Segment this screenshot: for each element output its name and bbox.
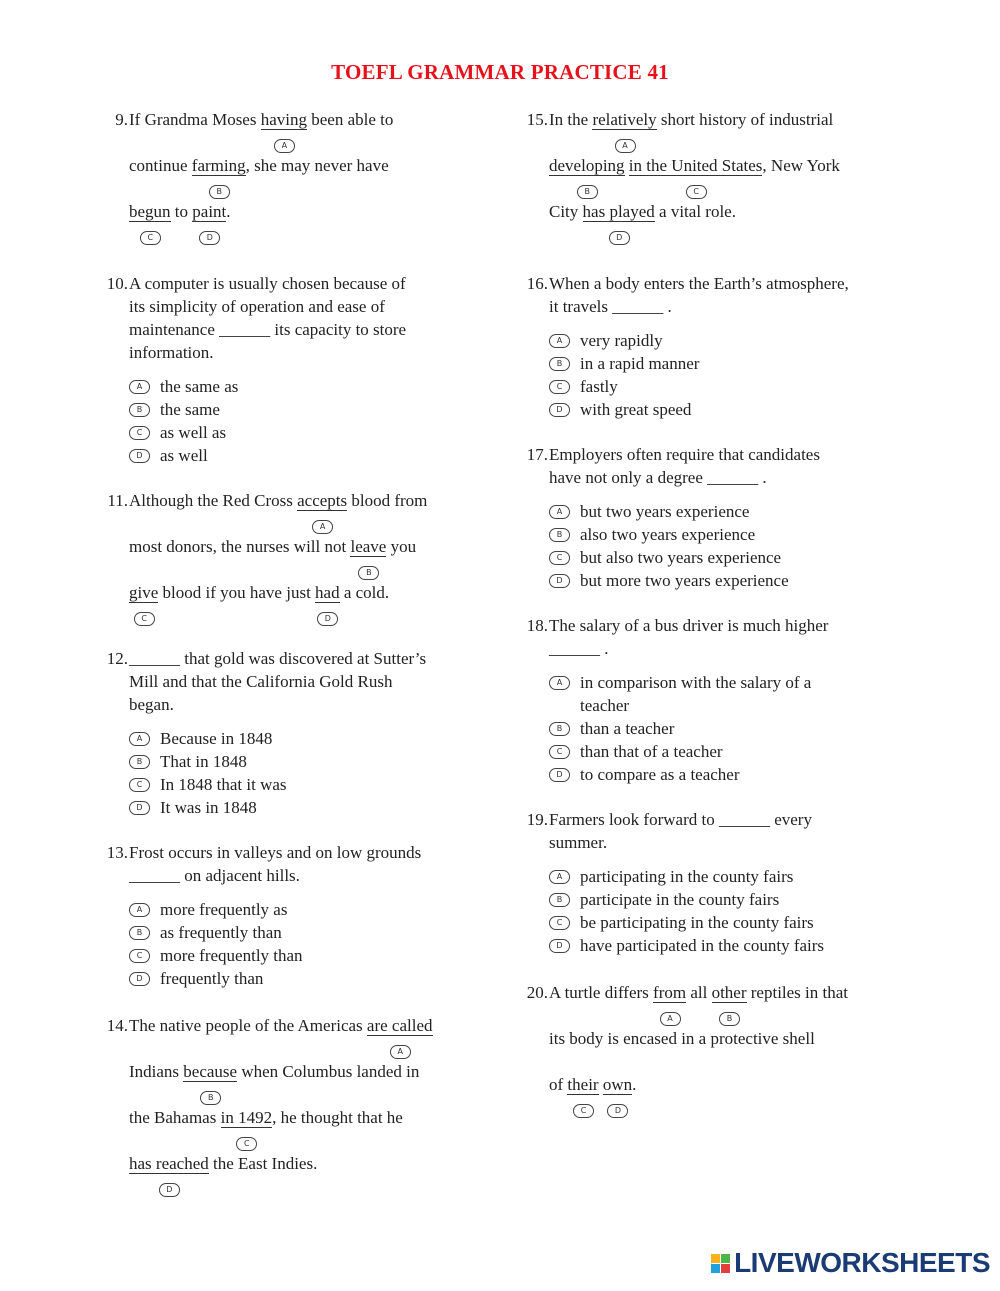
question-line: In the relatively A short history of industrial <box>549 108 936 154</box>
question-9 <box>96 108 496 246</box>
underlined-option-c[interactable]: in the United States C <box>629 154 763 177</box>
left-column <box>96 108 496 1198</box>
option-a-circle-icon[interactable]: A <box>615 139 636 153</box>
question-16 <box>516 272 936 421</box>
answer-option-b[interactable]: B in a rapid manner <box>549 352 936 375</box>
question-number: 14. <box>106 1016 128 1035</box>
underlined-option-c[interactable]: give C <box>129 581 158 604</box>
option-d-circle-icon: D <box>129 449 150 463</box>
option-d-circle-icon: D <box>549 768 570 782</box>
liveworksheets-logo <box>711 1247 990 1279</box>
option-a-circle-icon[interactable]: A <box>660 1012 681 1026</box>
question-number: 16. <box>526 274 548 293</box>
question-text-line: began. <box>129 695 174 714</box>
question-line: its body is encased in a protective shell <box>549 1029 815 1048</box>
answer-options <box>129 727 496 819</box>
underlined-option-a[interactable]: from A <box>653 981 686 1004</box>
question-line: A turtle differs from A all other B reptiles in that <box>549 981 936 1027</box>
answer-option-a[interactable]: A the same as <box>129 375 496 398</box>
question-text-line: When a body enters the Earth’s atmosphere, <box>549 274 849 293</box>
answer-options <box>129 898 496 990</box>
option-c-circle-icon: C <box>549 380 570 394</box>
option-b-circle-icon: B <box>549 893 570 907</box>
question-line: developing B in the United States C , New York <box>549 154 936 200</box>
underlined-option-d[interactable]: own D <box>603 1073 632 1096</box>
option-a-circle-icon[interactable]: A <box>312 520 333 534</box>
question-15 <box>516 108 936 246</box>
logo-square <box>721 1254 730 1263</box>
question-number: 19. <box>526 810 548 829</box>
answer-option-a[interactable]: A very rapidly <box>549 329 936 352</box>
question-20 <box>516 981 936 1119</box>
question-line: give C blood if you have just had D a cold. <box>129 581 496 627</box>
question-number: 10. <box>106 274 128 293</box>
option-d-circle-icon: D <box>549 403 570 417</box>
option-c-circle-icon: C <box>129 778 150 792</box>
option-d-circle-icon[interactable]: D <box>609 231 630 245</box>
option-c-circle-icon: C <box>129 426 150 440</box>
question-line: Indians because B when Columbus landed in <box>129 1060 496 1106</box>
question-18 <box>516 614 936 786</box>
answer-option-d[interactable]: D with great speed <box>549 398 936 421</box>
question-number: 9. <box>115 110 128 129</box>
option-c-circle-icon[interactable]: C <box>134 612 155 626</box>
question-line: Although the Red Cross accepts A blood from <box>129 489 496 535</box>
underlined-option-d[interactable]: has reached D <box>129 1152 209 1175</box>
question-13 <box>96 841 496 990</box>
question-text-line: The salary of a bus driver is much higher <box>549 616 829 635</box>
question-number: 17. <box>526 445 548 464</box>
question-number: 13. <box>106 843 128 862</box>
answer-option-b[interactable]: B the same <box>129 398 496 421</box>
question-11 <box>96 489 496 627</box>
question-line: of their C own D . <box>549 1073 936 1119</box>
question-text-line: maintenance ______ its capacity to store <box>129 320 407 339</box>
answer-option-b[interactable]: B than a teacher <box>549 717 936 740</box>
underlined-option-c[interactable]: begun C <box>129 200 171 223</box>
underlined-option-d[interactable]: had D <box>315 581 340 604</box>
option-b-circle-icon: B <box>129 755 150 769</box>
option-a-circle-icon: A <box>549 334 570 348</box>
option-c-circle-icon[interactable]: C <box>686 185 707 199</box>
option-a-circle-icon: A <box>549 870 570 884</box>
question-line: continue farming B , she may never have <box>129 154 496 200</box>
answer-option-d[interactable]: D as well <box>129 444 496 467</box>
question-line: begun C to paint D . <box>129 200 496 246</box>
question-14 <box>96 1014 496 1198</box>
option-c-circle-icon: C <box>129 949 150 963</box>
option-c-circle-icon[interactable]: C <box>236 1137 257 1151</box>
answer-option-a[interactable]: A more frequently as <box>129 898 496 921</box>
question-line: has reached D the East Indies. <box>129 1152 496 1198</box>
question-text-line: summer. <box>549 833 608 852</box>
answer-option-c[interactable]: C be participating in the county fairs <box>549 911 936 934</box>
answer-option-d[interactable]: D frequently than <box>129 967 496 990</box>
option-b-circle-icon: B <box>549 357 570 371</box>
question-line: If Grandma Moses having A been able to <box>129 108 496 154</box>
answer-option-d[interactable]: D It was in 1848 <box>129 796 496 819</box>
underlined-option-a[interactable]: having A <box>261 108 307 131</box>
question-text-line: ______ that gold was discovered at Sutter’s <box>129 649 427 668</box>
option-c-circle-icon: C <box>549 916 570 930</box>
underlined-option-b[interactable]: because B <box>183 1060 237 1083</box>
answer-option-a[interactable]: A participating in the county fairs <box>549 865 936 888</box>
option-d-circle-icon[interactable]: D <box>199 231 220 245</box>
option-a-circle-icon: A <box>129 380 150 394</box>
question-number: 11. <box>107 491 128 510</box>
option-d-circle-icon: D <box>129 801 150 815</box>
question-text-line: Farmers look forward to ______ every <box>549 810 812 829</box>
option-d-circle-icon: D <box>549 939 570 953</box>
answer-option-b[interactable]: B as frequently than <box>129 921 496 944</box>
question-text-line: Employers often require that candidates <box>549 445 820 464</box>
question-text-line: information. <box>129 343 214 362</box>
option-b-circle-icon[interactable]: B <box>577 185 598 199</box>
answer-options <box>129 375 496 467</box>
underlined-option-c[interactable]: their C <box>567 1073 598 1096</box>
question-10 <box>96 272 496 467</box>
question-number: 15. <box>526 110 548 129</box>
underlined-option-a[interactable]: relatively A <box>592 108 656 131</box>
option-b-circle-icon[interactable]: B <box>209 185 230 199</box>
answer-options <box>549 500 936 592</box>
answer-option-c[interactable]: C fastly <box>549 375 936 398</box>
underlined-option-d[interactable]: paint D <box>192 200 226 223</box>
option-d-circle-icon[interactable]: D <box>159 1183 180 1197</box>
question-text-line: its simplicity of operation and ease of <box>129 297 385 316</box>
option-a-circle-icon: A <box>549 505 570 519</box>
question-line: The native people of the Americas are called A <box>129 1014 496 1060</box>
answer-option-c[interactable]: C In 1848 that it was <box>129 773 496 796</box>
option-b-circle-icon: B <box>549 722 570 736</box>
answer-option-c[interactable]: C as well as <box>129 421 496 444</box>
option-a-circle-icon: A <box>549 676 570 690</box>
question-text-line: ______ on adjacent hills. <box>129 866 300 885</box>
answer-option-c[interactable]: C more frequently than <box>129 944 496 967</box>
logo-grid-icon <box>711 1254 730 1273</box>
answer-options <box>549 865 936 957</box>
underlined-option-b[interactable]: farming B <box>192 154 246 177</box>
logo-square <box>721 1264 730 1273</box>
question-number: 18. <box>526 616 548 635</box>
question-text-line: have not only a degree ______ . <box>549 468 767 487</box>
answer-option-c[interactable]: C but also two years experience <box>549 546 936 569</box>
logo-square <box>711 1264 720 1273</box>
underlined-option-b[interactable]: developing B <box>549 154 625 177</box>
right-column <box>516 108 936 1119</box>
option-d-circle-icon: D <box>129 972 150 986</box>
question-line: most donors, the nurses will not leave B you <box>129 535 496 581</box>
answer-option-a[interactable]: A but two years experience <box>549 500 936 523</box>
option-d-circle-icon[interactable]: D <box>607 1104 628 1118</box>
question-text-line: ______ . <box>549 639 609 658</box>
answer-option-b[interactable]: B also two years experience <box>549 523 936 546</box>
option-a-circle-icon[interactable]: A <box>390 1045 411 1059</box>
option-b-circle-icon[interactable]: B <box>719 1012 740 1026</box>
answer-option-d[interactable]: D but more two years experience <box>549 569 936 592</box>
question-text-line: it travels ______ . <box>549 297 672 316</box>
option-c-circle-icon: C <box>549 745 570 759</box>
underlined-option-a[interactable]: accepts A <box>297 489 347 512</box>
logo-text: LIVEWORKSHEETS <box>734 1247 990 1278</box>
answer-options <box>549 671 936 786</box>
option-a-circle-icon[interactable]: A <box>274 139 295 153</box>
question-text-line: A computer is usually chosen because of <box>129 274 406 293</box>
question-17 <box>516 443 936 592</box>
option-c-circle-icon[interactable]: C <box>140 231 161 245</box>
answer-option-d[interactable]: D have participated in the county fairs <box>549 934 936 957</box>
question-19 <box>516 808 936 957</box>
option-b-circle-icon[interactable]: B <box>358 566 379 580</box>
answer-option-b[interactable]: B That in 1848 <box>129 750 496 773</box>
question-line: City has played D a vital role. <box>549 200 936 246</box>
option-b-circle-icon[interactable]: B <box>200 1091 221 1105</box>
option-d-circle-icon[interactable]: D <box>317 612 338 626</box>
question-line: the Bahamas $\frac{in 1492}{C}$ , he thought that he <box>129 1106 496 1152</box>
underlined-option-b[interactable]: leave B <box>350 535 386 558</box>
question-number: 12. <box>106 649 128 668</box>
answer-option-b[interactable]: B participate in the county fairs <box>549 888 936 911</box>
underlined-option-a[interactable]: are called A <box>367 1014 433 1037</box>
underlined-option-d[interactable]: has played D <box>583 200 655 223</box>
option-b-circle-icon: B <box>129 403 150 417</box>
option-c-circle-icon: C <box>549 551 570 565</box>
question-12 <box>96 647 496 819</box>
answer-options <box>549 329 936 421</box>
question-text-line: Frost occurs in valleys and on low grounds <box>129 843 422 862</box>
option-d-circle-icon: D <box>549 574 570 588</box>
underlined-option-b[interactable]: other B <box>712 981 747 1004</box>
question-text-line: Mill and that the California Gold Rush <box>129 672 393 691</box>
answer-option-a[interactable]: A in comparison with the salary of a teacher <box>549 671 936 717</box>
option-b-circle-icon: B <box>129 926 150 940</box>
logo-square <box>711 1254 720 1263</box>
option-c-circle-icon[interactable]: C <box>573 1104 594 1118</box>
page-title: TOEFL GRAMMAR PRACTICE 41 <box>331 60 669 84</box>
underlined-option-c[interactable]: $\frac{in 1492}{C}$ <box>221 1106 272 1129</box>
option-a-circle-icon: A <box>129 903 150 917</box>
question-number: 20. <box>526 983 548 1002</box>
option-b-circle-icon: B <box>549 528 570 542</box>
answer-option-a[interactable]: A Because in 1848 <box>129 727 496 750</box>
answer-option-c[interactable]: C than that of a teacher <box>549 740 936 763</box>
answer-option-d[interactable]: D to compare as a teacher <box>549 763 936 786</box>
option-a-circle-icon: A <box>129 732 150 746</box>
